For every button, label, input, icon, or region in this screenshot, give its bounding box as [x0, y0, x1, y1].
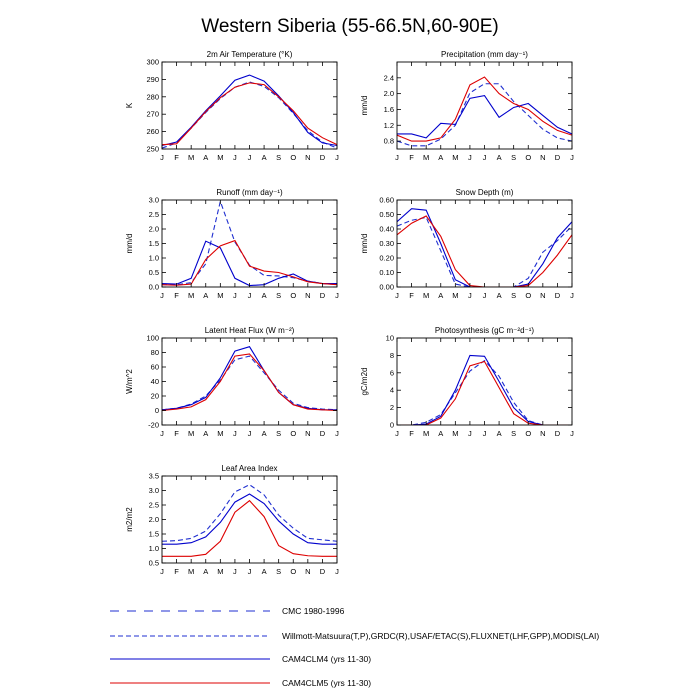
series-line-obs	[397, 84, 572, 146]
x-tick-label: F	[174, 429, 179, 438]
x-tick-label: J	[233, 153, 237, 162]
y-tick-label: 10	[385, 333, 394, 343]
legend-label: CAM4CLM4 (yrs 11-30)	[282, 654, 372, 664]
x-tick-label: M	[188, 429, 195, 438]
x-tick-label: N	[540, 153, 546, 162]
x-tick-label: A	[203, 429, 209, 438]
y-axis-label: K	[125, 102, 134, 109]
x-tick-label: A	[496, 291, 502, 300]
x-tick-label: A	[261, 429, 267, 438]
y-tick-label: 0.5	[148, 558, 159, 568]
x-tick-label: N	[540, 429, 546, 438]
series-line-obs	[162, 356, 337, 410]
x-tick-label: M	[217, 153, 224, 162]
x-tick-label: D	[554, 291, 561, 300]
legend	[110, 606, 599, 688]
y-tick-label: 1.5	[148, 529, 159, 539]
x-tick-label: S	[276, 567, 282, 576]
y-axis-label: W/m^2	[125, 369, 134, 394]
plot-frame	[162, 200, 337, 287]
y-tick-label: 100	[146, 333, 159, 343]
y-axis-label: mm/d	[360, 233, 369, 254]
panels	[125, 50, 574, 576]
x-tick-label: D	[554, 429, 561, 438]
x-tick-label: J	[395, 429, 399, 438]
legend-item	[110, 678, 371, 688]
x-tick-label: O	[290, 567, 297, 576]
y-tick-label: 1.2	[383, 120, 394, 130]
x-tick-label: A	[496, 153, 502, 162]
y-tick-label: 3.0	[148, 486, 159, 495]
panel-3	[125, 188, 339, 300]
x-tick-label: M	[452, 153, 459, 162]
x-tick-label: J	[233, 429, 237, 438]
x-tick-label: O	[525, 429, 532, 438]
y-tick-label: 0.10	[379, 268, 394, 277]
panel-title: Snow Depth (m)	[455, 188, 514, 197]
series-line-obs	[397, 217, 572, 287]
x-tick-label: O	[290, 429, 297, 438]
y-tick-label: 1.0	[148, 253, 159, 263]
x-tick-label: F	[409, 291, 414, 300]
y-tick-label: 80	[150, 348, 159, 357]
y-tick-label: 6	[389, 368, 394, 378]
x-tick-label: J	[395, 291, 399, 300]
x-tick-label: D	[554, 153, 561, 162]
x-tick-label: A	[261, 153, 267, 162]
series-line-clm5	[397, 216, 572, 287]
plot-frame	[397, 62, 572, 149]
y-axis-label: m2/m2	[125, 507, 134, 532]
series-line-obs	[162, 485, 337, 542]
x-tick-label: J	[570, 153, 574, 162]
x-tick-label: M	[217, 429, 224, 438]
y-axis-label: mm/d	[125, 233, 134, 254]
x-tick-label: N	[305, 429, 311, 438]
x-tick-label: S	[511, 153, 517, 162]
plot-frame	[162, 338, 337, 425]
series-line-clm5	[397, 361, 572, 425]
series-line-obs	[162, 201, 337, 284]
x-tick-label: M	[423, 291, 430, 300]
y-tick-label: 1.0	[148, 544, 159, 553]
x-tick-label: M	[423, 429, 430, 438]
x-tick-label: J	[247, 567, 252, 576]
x-tick-label: F	[409, 429, 414, 438]
y-tick-label: 0.50	[379, 210, 394, 219]
panel-6	[360, 326, 574, 438]
series-group	[397, 355, 572, 425]
series-line-clm4	[397, 209, 572, 287]
x-tick-label: N	[305, 291, 311, 300]
x-tick-label: J	[335, 153, 339, 162]
panel-title: Runoff (mm day⁻¹)	[216, 188, 283, 197]
legend-label: CAM4CLM5 (yrs 11-30)	[282, 678, 372, 688]
panel-1	[125, 50, 339, 162]
x-tick-label: A	[203, 153, 209, 162]
x-tick-label: J	[335, 291, 339, 300]
x-tick-label: J	[335, 567, 339, 576]
figure-title: Western Siberia (55-66.5N,60-90E)	[201, 16, 499, 37]
x-tick-label: J	[247, 291, 252, 300]
x-tick-label: J	[247, 429, 252, 438]
y-tick-label: 0.5	[148, 268, 159, 277]
x-tick-label: M	[217, 567, 224, 576]
x-tick-label: A	[261, 567, 267, 576]
x-tick-label: A	[496, 429, 502, 438]
plot-frame	[162, 476, 337, 563]
y-tick-label: 2.0	[148, 224, 159, 234]
x-tick-label: A	[438, 153, 444, 162]
x-tick-label: J	[160, 153, 164, 162]
x-tick-label: J	[395, 153, 399, 162]
y-tick-label: 60	[150, 362, 159, 372]
x-tick-label: J	[570, 291, 574, 300]
y-tick-label: 1.5	[148, 239, 159, 248]
x-tick-label: M	[452, 429, 459, 438]
y-tick-label: 2.5	[148, 210, 159, 219]
x-tick-label: A	[438, 429, 444, 438]
x-tick-label: M	[217, 291, 224, 300]
panel-title: 2m Air Temperature (°K)	[206, 50, 293, 59]
x-tick-label: J	[160, 429, 164, 438]
y-tick-label: 270	[146, 109, 159, 119]
y-tick-label: 20	[150, 391, 159, 401]
x-tick-label: N	[305, 153, 311, 162]
series-group	[162, 75, 337, 148]
x-tick-label: M	[452, 291, 459, 300]
plot-frame	[397, 338, 572, 425]
panel-4	[360, 188, 574, 300]
x-tick-label: O	[290, 291, 297, 300]
y-tick-label: 0.00	[379, 282, 394, 292]
x-tick-label: D	[319, 567, 326, 576]
series-line-clm4	[162, 75, 337, 145]
x-tick-label: M	[188, 153, 195, 162]
series-line-clm5	[162, 83, 337, 145]
x-tick-label: S	[511, 429, 517, 438]
panel-7	[125, 464, 339, 576]
y-tick-label: 0.8	[383, 136, 394, 146]
x-tick-label: J	[233, 291, 237, 300]
legend-label: Willmott-Matsuura(T,P),GRDC(R),USAF/ETAC(S),FLUXNET(LHF,GPP),MODIS(LAI)	[282, 631, 600, 641]
series-line-clm4	[162, 494, 337, 544]
series-group	[162, 201, 337, 285]
series-group	[397, 77, 572, 146]
x-tick-label: J	[468, 291, 472, 300]
x-tick-label: F	[174, 567, 179, 576]
x-tick-label: F	[174, 153, 179, 162]
x-tick-label: A	[261, 291, 267, 300]
series-line-obs	[397, 361, 572, 425]
x-tick-label: N	[305, 567, 311, 576]
x-tick-label: S	[511, 291, 517, 300]
y-tick-label: 4	[389, 385, 394, 395]
series-line-clm4	[397, 355, 572, 425]
y-tick-label: 0.20	[379, 253, 394, 263]
y-tick-label: 40	[150, 377, 159, 386]
y-axis-label: gC/m2d	[360, 367, 369, 396]
x-tick-label: J	[233, 567, 237, 576]
y-tick-label: 290	[146, 74, 159, 84]
y-tick-label: 0	[389, 420, 394, 430]
x-tick-label: J	[482, 153, 487, 162]
x-tick-label: F	[174, 291, 179, 300]
x-tick-label: J	[247, 153, 252, 162]
y-tick-label: 0.40	[379, 224, 394, 234]
x-tick-label: M	[188, 567, 195, 576]
y-tick-label: 2.0	[383, 89, 394, 99]
y-tick-label: 2	[389, 403, 394, 413]
y-tick-label: 260	[146, 127, 159, 137]
y-tick-label: 1.6	[383, 104, 394, 114]
x-tick-label: A	[203, 567, 209, 576]
x-tick-label: A	[203, 291, 209, 300]
legend-item	[110, 606, 345, 616]
series-line-clm4	[162, 241, 337, 285]
series-line-clm5	[162, 501, 337, 557]
series-group	[162, 485, 337, 557]
y-tick-label: 3.0	[148, 195, 159, 205]
y-tick-label: 2.0	[148, 515, 159, 524]
y-tick-label: -20	[148, 420, 159, 430]
x-tick-label: A	[438, 291, 444, 300]
x-tick-label: M	[188, 291, 195, 300]
x-tick-label: J	[570, 429, 574, 438]
y-tick-label: 2.4	[383, 73, 394, 83]
panel-2	[360, 50, 574, 162]
panel-title: Leaf Area Index	[221, 464, 278, 473]
y-tick-label: 0.30	[379, 239, 394, 248]
x-tick-label: J	[160, 291, 164, 300]
series-group	[397, 209, 572, 287]
x-tick-label: J	[335, 429, 339, 438]
x-tick-label: F	[409, 153, 414, 162]
x-tick-label: J	[482, 429, 487, 438]
y-tick-label: 3.5	[148, 471, 159, 481]
x-tick-label: S	[276, 429, 282, 438]
x-tick-label: J	[160, 567, 164, 576]
x-tick-label: O	[525, 153, 532, 162]
legend-label: CMC 1980-1996	[282, 606, 345, 616]
legend-item	[110, 654, 371, 664]
x-tick-label: S	[276, 291, 282, 300]
x-tick-label: N	[540, 291, 546, 300]
y-tick-label: 0	[154, 406, 159, 415]
x-tick-label: D	[319, 153, 326, 162]
panel-5	[125, 326, 339, 438]
x-tick-label: J	[468, 153, 472, 162]
x-tick-label: O	[290, 153, 297, 162]
panel-title: Precipitation (mm day⁻¹)	[441, 50, 528, 59]
x-tick-label: D	[319, 291, 326, 300]
panel-title: Photosynthesis (gC m⁻²d⁻¹)	[434, 326, 535, 335]
legend-item	[110, 631, 599, 641]
panel-title: Latent Heat Flux (W m⁻²)	[204, 326, 295, 335]
x-tick-label: M	[423, 153, 430, 162]
series-line-clm5	[162, 354, 337, 411]
series-group	[162, 347, 337, 411]
y-tick-label: 2.5	[148, 500, 159, 510]
series-line-obs	[162, 82, 337, 148]
y-axis-label: mm/d	[360, 95, 369, 116]
y-tick-label: 8	[389, 350, 394, 360]
y-tick-label: 280	[146, 92, 159, 102]
y-tick-label: 300	[146, 57, 159, 67]
x-tick-label: D	[319, 429, 326, 438]
x-tick-label: S	[276, 153, 282, 162]
y-tick-label: 0.0	[148, 282, 159, 292]
x-tick-label: O	[525, 291, 532, 300]
x-tick-label: J	[482, 291, 487, 300]
x-tick-label: J	[468, 429, 472, 438]
y-tick-label: 0.60	[379, 195, 394, 205]
plot-frame	[397, 200, 572, 287]
series-line-clm5	[162, 241, 337, 286]
y-tick-label: 250	[146, 144, 159, 154]
